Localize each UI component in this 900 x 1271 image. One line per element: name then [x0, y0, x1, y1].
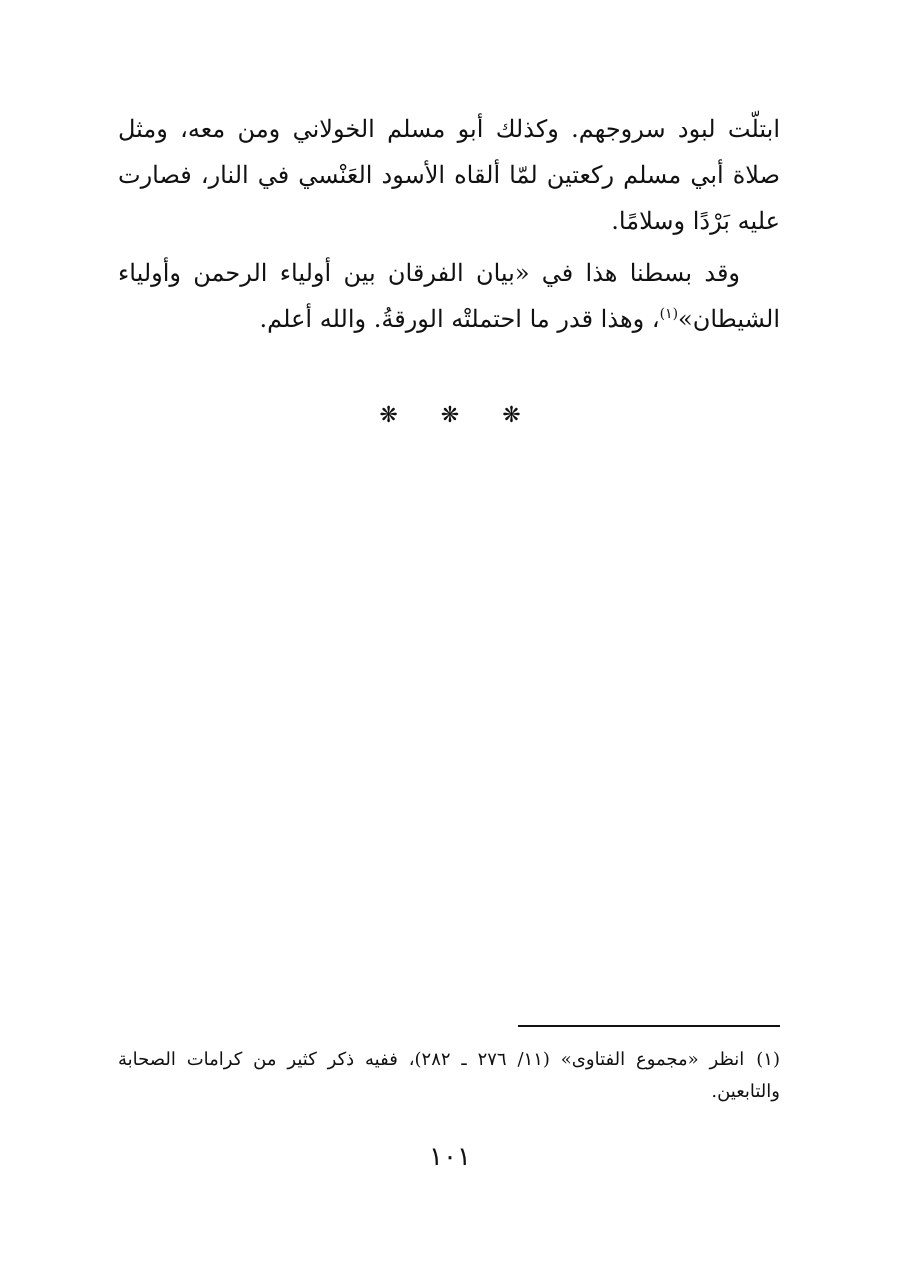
- page-number: ١٠١: [429, 1142, 471, 1172]
- footnote-divider: [518, 1025, 780, 1027]
- paragraph-1: ابتلّت لبود سروجهم. وكذلك أبو مسلم الخولاني ومن معه، ومثل صلاة أبي مسلم ركعتين لمّا ألقاه الأسود العَنْسي في النار، فصارت عليه بَرْدًا وسلامًا.: [118, 115, 780, 235]
- section-separator: [0, 403, 900, 428]
- paragraph-2-continuation: ، وهذا قدر ما احتملتْه الورقةُ. والله أعلم.: [259, 305, 660, 333]
- footnote-number: (١): [756, 1049, 780, 1070]
- footnote: [118, 1044, 780, 1108]
- separator-star-icon: ❋: [379, 403, 398, 428]
- paragraph-2-text: وقد بسطنا هذا في «بيان الفرقان بين أولياء الرحمن وأولياء الشيطان»: [118, 259, 780, 333]
- footnote-reference: (١): [659, 306, 679, 322]
- footnote-text: انظر «مجموع الفتاوى» (١١/ ٢٧٦ ـ ٢٨٢)، ففيه ذكر كثير من كرامات الصحابة والتابعين.: [118, 1049, 780, 1102]
- separator-star-icon: ❋: [502, 403, 521, 428]
- separator-star-icon: ❋: [440, 403, 460, 428]
- paragraph-2: [118, 250, 780, 342]
- main-text: [118, 106, 780, 348]
